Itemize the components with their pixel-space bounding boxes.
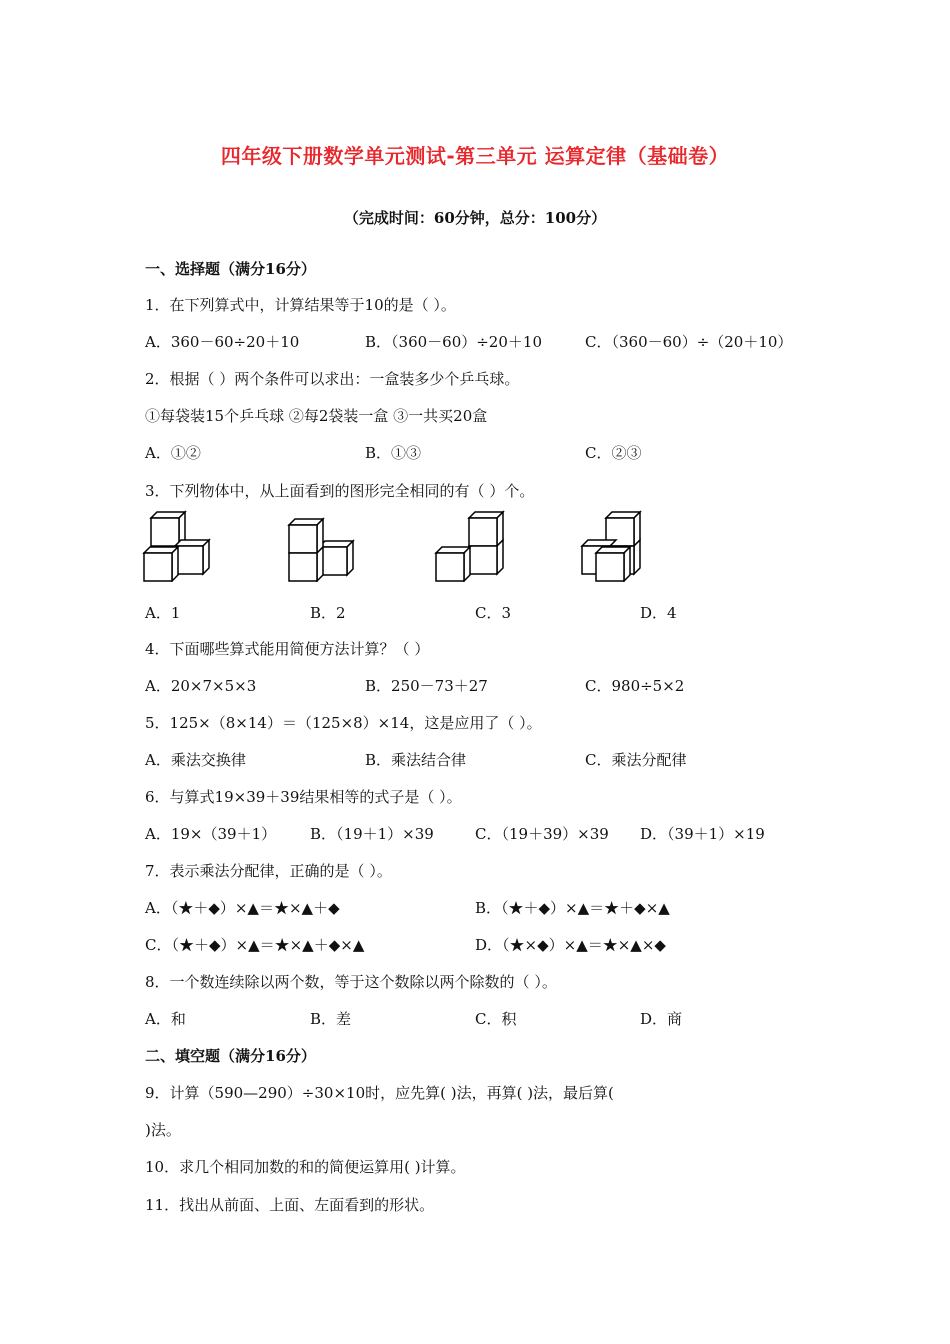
question-2-option-b: B．①③	[365, 444, 422, 462]
question-8-option-a: A．和	[145, 1010, 186, 1028]
question-1-option-a: A．360－60÷20＋10	[145, 333, 300, 351]
question-2-option-a: A．①②	[145, 444, 201, 462]
question-9-line-2: )法。	[145, 1121, 181, 1139]
question-8-option-b: B．差	[310, 1010, 352, 1028]
question-3-stem: 3．下列物体中，从上面看到的图形完全相同的有（ ）个。	[145, 482, 535, 500]
question-7-stem: 7．表示乘法分配律，正确的是（ ）。	[145, 862, 392, 880]
question-8-option-d: D．商	[640, 1010, 683, 1028]
question-2-option-c: C．②③	[585, 444, 642, 462]
question-3-option-b: B．2	[310, 604, 346, 622]
page-subtitle: （完成时间：60分钟，总分：100分）	[343, 209, 607, 227]
question-7-option-c: C．（★＋◆）×▲＝★×▲＋◆×▲	[145, 936, 365, 954]
question-1-stem: 1．在下列算式中，计算结果等于10的是（ ）。	[145, 296, 456, 314]
question-4-option-c: C．980÷5×2	[585, 677, 685, 695]
cube-figure-2	[285, 515, 360, 582]
question-6-option-a: A．19×（39＋1）	[145, 825, 277, 843]
question-10: 10．求几个相同加数的和的简便运算用( )计算。	[145, 1158, 466, 1176]
cube-figure-3	[432, 508, 507, 582]
cube-figure-4	[578, 508, 648, 582]
question-6-stem: 6．与算式19×39＋39结果相等的式子是（ ）。	[145, 788, 462, 806]
page-title: 四年级下册数学单元测试-第三单元 运算定律（基础卷）	[220, 144, 730, 168]
question-1-option-c: C．（360－60）÷（20＋10）	[585, 333, 793, 351]
question-1-option-b: B．（360－60）÷20＋10	[365, 333, 542, 351]
question-3-option-a: A．1	[145, 604, 181, 622]
section-heading-choice: 一、选择题（满分16分）	[145, 260, 316, 278]
question-8-option-c: C．积	[475, 1010, 517, 1028]
question-5-stem: 5．125×（8×14）＝（125×8）×14，这是应用了（ ）。	[145, 714, 542, 732]
question-7-option-a: A．（★＋◆）×▲＝★×▲＋◆	[145, 899, 340, 917]
question-4-stem: 4．下面哪些算式能用简便方法计算？（ ）	[145, 640, 430, 658]
question-6-option-c: C．（19＋39）×39	[475, 825, 609, 843]
question-7-option-b: B．（★＋◆）×▲＝★＋◆×▲	[475, 899, 670, 917]
question-4-option-b: B．250－73＋27	[365, 677, 488, 695]
question-2-stem: 2．根据（ ）两个条件可以求出：一盒装多少个乒乓球。	[145, 370, 520, 388]
question-6-option-d: D．（39＋1）×19	[640, 825, 765, 843]
question-3-option-d: D．4	[640, 604, 677, 622]
question-3-option-c: C．3	[475, 604, 512, 622]
question-5-option-c: C．乘法分配律	[585, 751, 687, 769]
question-7-option-d: D．（★×◆）×▲＝★×▲×◆	[475, 936, 666, 954]
question-6-option-b: B．（19＋1）×39	[310, 825, 434, 843]
question-2-conditions: ①每袋装15个乒乓球 ②每2袋装一盒 ③一共买20盒	[145, 407, 488, 425]
section-heading-fill: 二、填空题（满分16分）	[145, 1047, 316, 1065]
question-8-stem: 8．一个数连续除以两个数，等于这个数除以两个除数的（ ）。	[145, 973, 557, 991]
question-5-option-a: A．乘法交换律	[145, 751, 246, 769]
question-4-option-a: A．20×7×5×3	[145, 677, 257, 695]
question-9-line-1: 9．计算（590—290）÷30×10时，应先算( )法，再算( )法，最后算(	[145, 1084, 614, 1102]
question-5-option-b: B．乘法结合律	[365, 751, 467, 769]
question-11: 11．找出从前面、上面、左面看到的形状。	[145, 1196, 435, 1214]
cube-figure-1	[140, 508, 215, 582]
